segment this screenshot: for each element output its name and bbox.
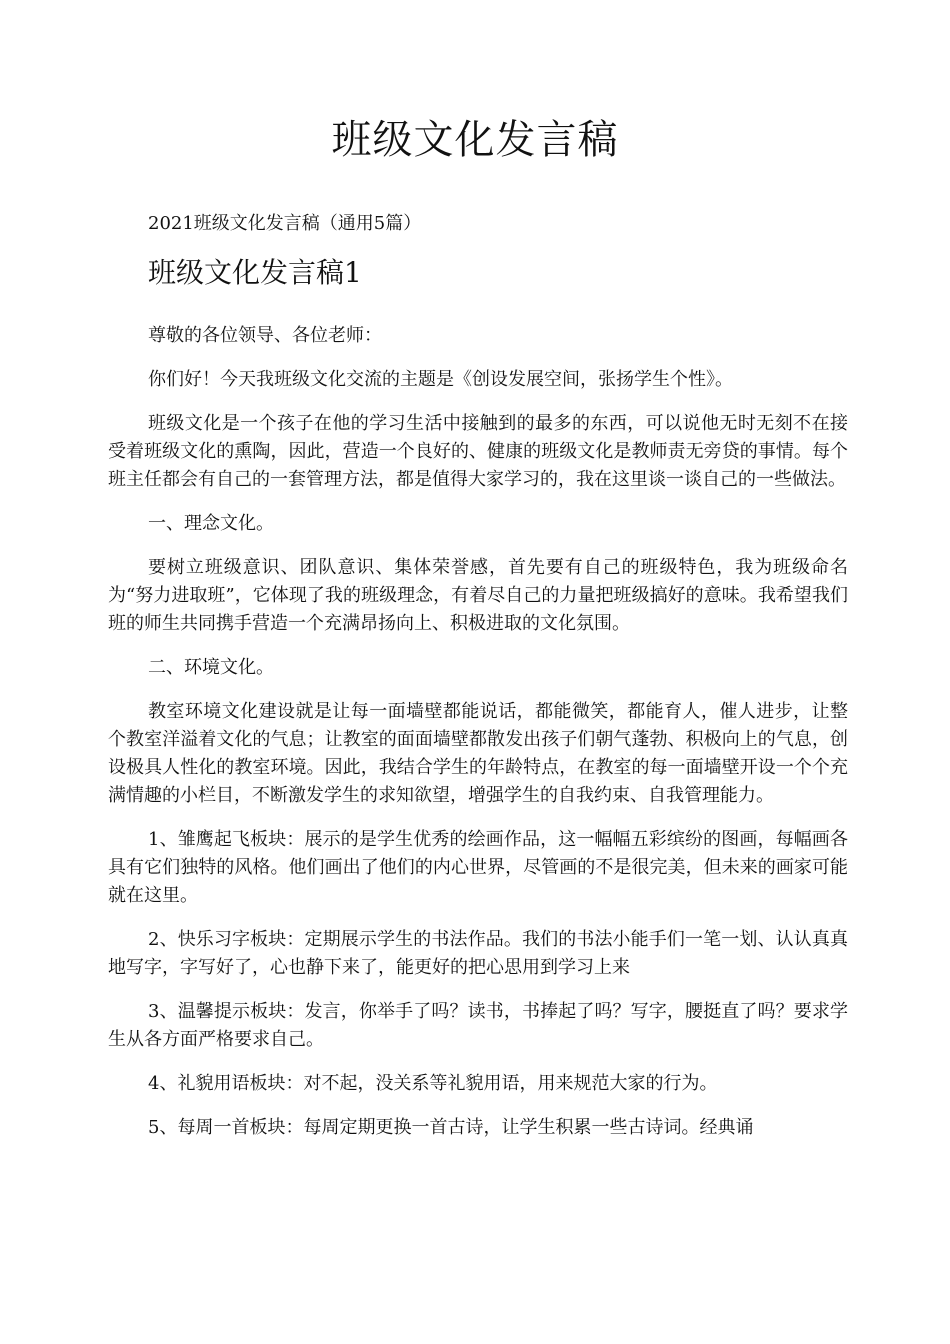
paragraph-intro: 班级文化是一个孩子在他的学习生活中接触到的最多的东西，可以说他无时无刻不在接受着班级文化的熏陶，因此，营造一个良好的、健康的班级文化是教师责无旁贷的事情。每个班主任都会有自己的一套管理方法，都是值得大家学习的，我在这里谈一谈自己的一些做法。 — [108, 413, 848, 490]
paragraph-environment: 教室环境文化建设就是让每一面墙壁都能说话，都能微笑，都能育人，催人进步，让整个教室洋溢着文化的气息；让教室的面面墙壁都散发出孩子们朝气蓬勃、积极向上的气息，创设极具人性化的教室环境。因此，我结合学生的年龄特点，在教室的每一面墙壁开设一个个充满情趣的小栏目，不断激发学生的求知欲望，增强学生的自我约束、自我管理能力。 — [108, 701, 848, 806]
paragraph-heading-concept: 一、理念文化。 — [148, 513, 274, 534]
document-body — [108, 322, 848, 1158]
paragraph-item-3: 3、温馨提示板块：发言，你举手了吗？读书，书捧起了吗？写字，腰挺直了吗？要求学生从各方面严格要求自己。 — [108, 1001, 848, 1050]
paragraph-salutation: 尊敬的各位领导、各位老师： — [148, 325, 382, 346]
paragraph-greeting: 你们好！今天我班级文化交流的主题是《创设发展空间，张扬学生个性》。 — [148, 369, 733, 390]
paragraph-item-5: 5、每周一首板块：每周定期更换一首古诗，让学生积累一些古诗词。经典诵 — [148, 1117, 754, 1138]
paragraph-item-2: 2、快乐习字板块：定期展示学生的书法作品。我们的书法小能手们一笔一划、认认真真地写字，字写好了，心也静下来了，能更好的把心思用到学习上来 — [108, 929, 848, 978]
document-title: 班级文化发言稿 — [331, 117, 619, 163]
document-subtitle: 2021班级文化发言稿（通用5篇） — [148, 213, 422, 234]
section-heading: 班级文化发言稿1 — [148, 256, 362, 289]
paragraph-item-4: 4、礼貌用语板块：对不起，没关系等礼貌用语，用来规范大家的行为。 — [148, 1073, 718, 1094]
paragraph-heading-environment: 二、环境文化。 — [148, 657, 274, 678]
paragraph-concept: 要树立班级意识、团队意识、集体荣誉感，首先要有自己的班级特色，我为班级命名为“努力进取班”，它体现了我的班级理念，有着尽自己的力量把班级搞好的意味。我希望我们班的师生共同携手营造一个充满昂扬向上、积极进取的文化氛围。 — [108, 557, 848, 634]
paragraph-item-1: 1、雏鹰起飞板块：展示的是学生优秀的绘画作品，这一幅幅五彩缤纷的图画，每幅画各具有它们独特的风格。他们画出了他们的内心世界，尽管画的不是很完美，但未来的画家可能就在这里。 — [108, 829, 848, 906]
